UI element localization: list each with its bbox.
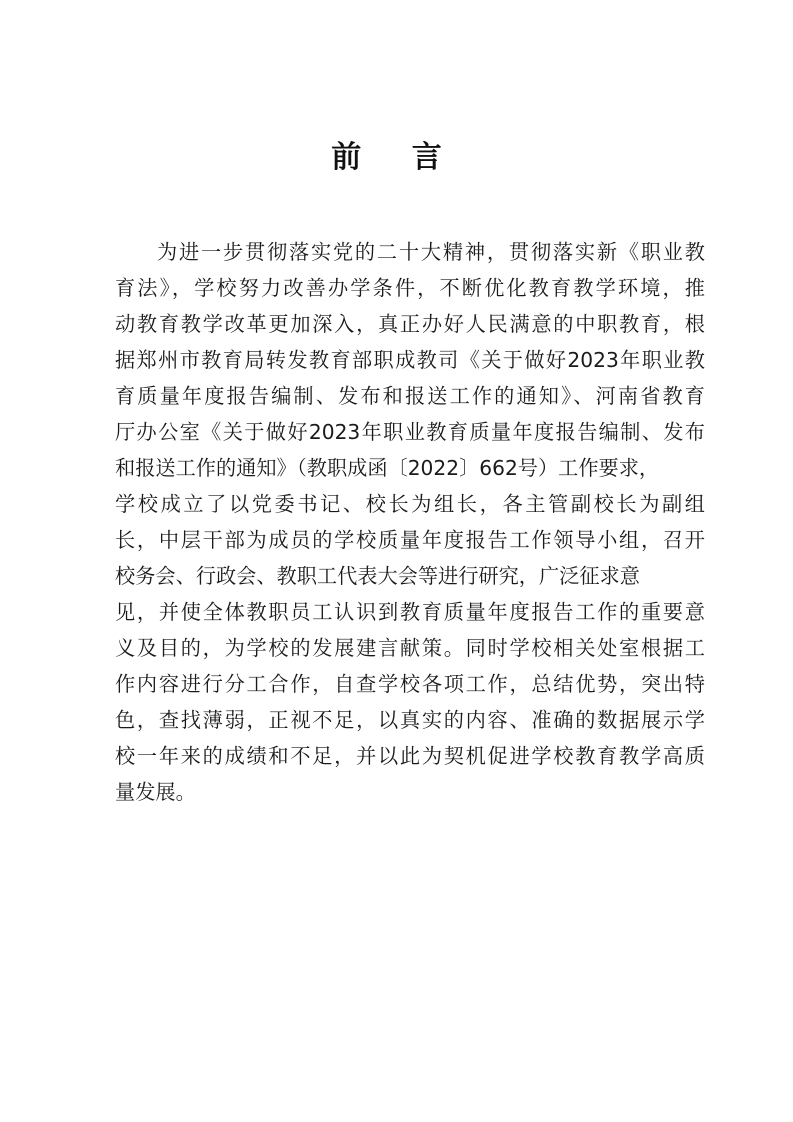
paragraph-line: 为进一步贯彻落实党的二十大精神，贯彻落实新《职业教 <box>157 240 705 264</box>
paragraph-line: 见，并使全体教职员工认识到教育质量年度报告工作的重要意 <box>115 600 705 624</box>
paragraph-line: 长，中层干部为成员的学校质量年度报告工作领导小组，召开 <box>115 528 705 552</box>
paragraph-line: 校务会、行政会、教职工代表大会等进行研究，广泛征求意 <box>115 564 640 588</box>
paragraph-line: 厅办公室《关于做好2023年职业教育质量年度报告编制、发布 <box>115 420 705 444</box>
paragraph-line: 育质量年度报告编制、发布和报送工作的通知》、河南省教育 <box>115 384 705 408</box>
paragraph-line: 作内容进行分工合作，自查学校各项工作，总结优势，突出特 <box>115 672 705 696</box>
paragraph-line: 义及目的，为学校的发展建言献策。同时学校相关处室根据工 <box>115 636 705 660</box>
paragraph-line: 据郑州市教育局转发教育部职成教司《关于做好2023年职业教 <box>115 348 705 372</box>
paragraph-line: 学校成立了以党委书记、校长为组长，各主管副校长为副组 <box>115 492 705 516</box>
page-title: 前 言 <box>331 140 462 175</box>
paragraph-line: 育法》，学校努力改善办学条件，不断优化教育教学环境，推 <box>115 276 705 300</box>
paragraph-line: 量发展。 <box>115 780 196 804</box>
paragraph-line: 色，查找薄弱，正视不足，以真实的内容、准确的数据展示学 <box>115 708 705 732</box>
paragraph-line: 动教育教学改革更加深入，真正办好人民满意的中职教育，根 <box>115 312 705 336</box>
paragraph-line: 和报送工作的通知》（教职成函〔2022〕662号）工作要求， <box>115 456 660 480</box>
preface-paragraph <box>115 234 705 810</box>
paragraph-line: 校一年来的成绩和不足，并以此为契机促进学校教育教学高质 <box>115 744 705 768</box>
